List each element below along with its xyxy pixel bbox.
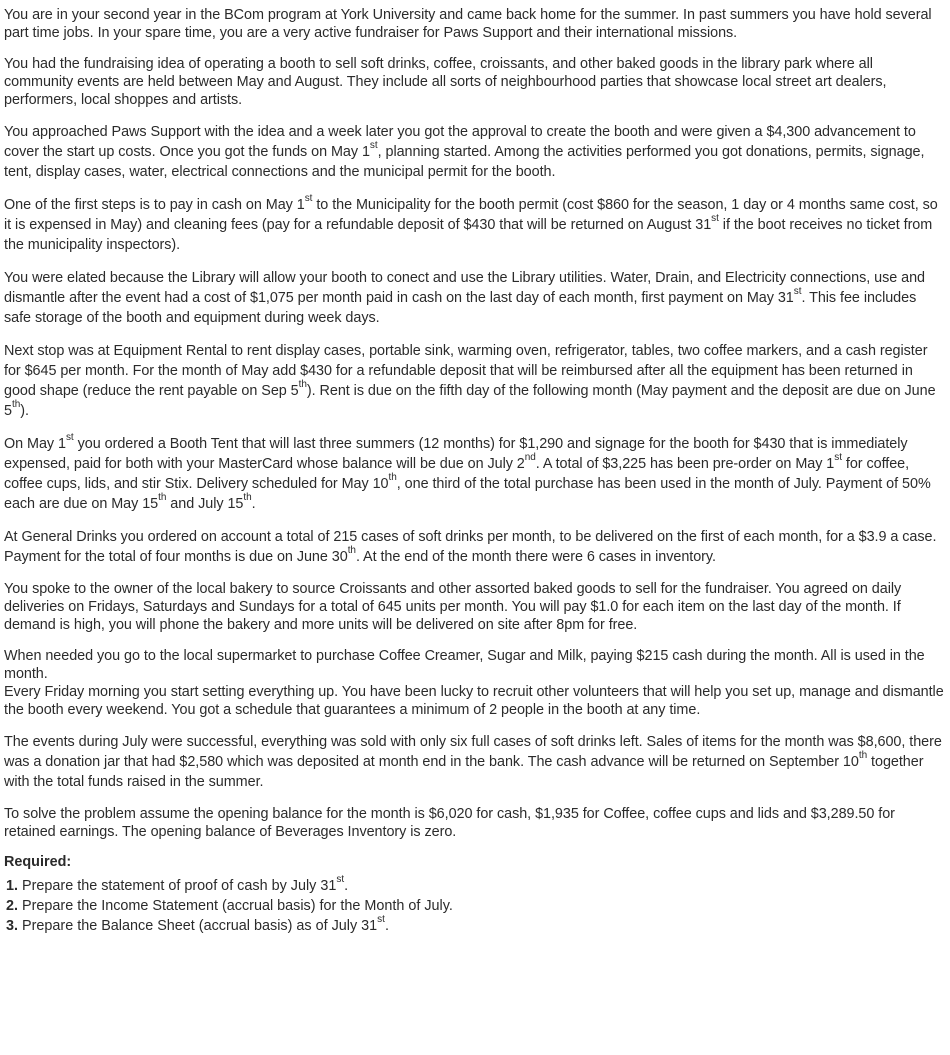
ordinal-suffix: st [65,432,74,444]
required-item: 1. Prepare the statement of proof of cash by July 31st. [22,876,944,896]
ordinal-suffix: th [347,545,356,557]
paragraph: You are in your second year in the BCom program at York University and came back home for the summer. In past summers you have hold several part time jobs. In your spare time, you are a very active fundraiser for Paws Support and their international missions. [4,7,932,41]
paragraph: On May 1st you ordered a Booth Tent that will last three summers (12 months) for $1,290 and signage for the booth for $430 that is immediately expensed, paid for both with your MasterCard whose balance will be due on July 2nd. A total of $3,225 has been pre-order on May 1st for coffee, coffee cups, lids, and stir Stix. Delivery scheduled for May 10th, one third of the total purchase has been used in the month of July. Payment of 50% each are due on May 15th and July 15th. [4,432,931,512]
ordinal-suffix: st [834,452,842,464]
ordinal-suffix: th [11,399,21,411]
paragraph: You were elated because the Library will allow your booth to conect and use the Library utilities. Water, Drain, and Electricity connections, use and dismantle after the event had a cost of $1,075 per month paid in cash on the last day of each month, first payment on May 31st. This fee includes safe storage of the booth and equipment during week days. [4,270,925,326]
ordinal-suffix: st [711,213,719,225]
ordinal-suffix: th [858,750,868,762]
required-list [4,876,944,936]
paragraph: One of the first steps is to pay in cash on May 1st to the Municipality for the booth permit (cost $860 for the season, 1 day or 4 months same cost, so it is expensed in May) and cleaning fees (pay for a refundable deposit of $430 that will be returned on August 31st if the boot receives no ticket from the municipality inspectors). [4,193,938,253]
paragraph: When needed you go to the local supermarket to purchase Coffee Creamer, Sugar and Milk, paying $215 cash during the month. All is used in the month. Every Friday morning you start setting everything up. You have been lucky to recruit other volunteers that will help you set up, manage and dismantle the booth every weekend. You got a schedule that guarantees a minimum of 2 people in the booth at any time. [4,648,944,718]
paragraph: You had the fundraising idea of operating a booth to sell soft drinks, coffee, croissants, and other baked goods in the library park where all community events are held between May and August. They include all sorts of neighbourhood parties that showcase local street art dealers, performers, local shoppes and artists. [4,56,887,108]
required-heading: Required: [4,854,72,870]
ordinal-suffix: th [158,492,167,504]
ordinal-suffix: th [388,472,397,484]
ordinal-suffix: st [304,193,313,205]
ordinal-suffix: th [243,492,252,504]
paragraph: To solve the problem assume the opening balance for the month is $6,020 for cash, $1,935 for Coffee, coffee cups and lids and $3,289.50 for retained earnings. The opening balance of Beverages Inventory is zero. [4,806,895,840]
required-item: 3. Prepare the Balance Sheet (accrual basis) as of July 31st. [22,916,944,936]
problem-paragraphs [4,6,944,841]
paragraph: You approached Paws Support with the idea and a week later you got the approval to create the booth and were given a $4,300 advancement to cover the start up costs. Once you got the funds on May 1st, planning started. Among the activities performed you got donations, permits, signage, tent, display cases, water, electrical connections and the municipal permit for the booth. [4,124,925,180]
paragraph: Next stop was at Equipment Rental to rent display cases, portable sink, warming oven, refrigerator, tables, two coffee markers, and a cash register for $645 per month. For the month of May add $430 for a refundable deposit that will be reimbursed after all the equipment has been returned in good shape (reduce the rent payable on Sep 5th). Rent is due on the fifth day of the following month (May payment and the deposit are due on June 5th). [4,343,936,419]
paragraph: At General Drinks you ordered on account a total of 215 cases of soft drinks per month, to be delivered on the first of each month, for a $3.9 a case. Payment for the total of four months is due on June 30th. At the end of the month there were 6 cases in inventory. [4,529,937,565]
ordinal-suffix: st [377,914,385,926]
ordinal-suffix: th [298,379,307,391]
required-item: 2. Prepare the Income Statement (accrual basis) for the Month of July. [22,896,944,916]
paragraph: You spoke to the owner of the local bakery to source Croissants and other assorted baked goods to sell for the fundraiser. You agreed on daily deliveries on Fridays, Saturdays and Sundays for a total of 645 units per month. You will pay $1.0 for each item on the last day of the month. If demand is high, you will phone the bakery and more units will be delivered on site after 8pm for free. [4,581,902,633]
ordinal-suffix: st [793,286,802,298]
ordinal-suffix: st [336,874,345,886]
ordinal-suffix: nd [524,452,536,464]
paragraph: The events during July were successful, everything was sold with only six full cases of soft drinks left. Sales of items for the month was $8,600, there was a donation jar that had $2,580 which was deposited at month end in the bank. The cash advance will be returned on September 10th together with the total funds raised in the summer. [4,734,942,790]
ordinal-suffix: st [369,140,378,152]
